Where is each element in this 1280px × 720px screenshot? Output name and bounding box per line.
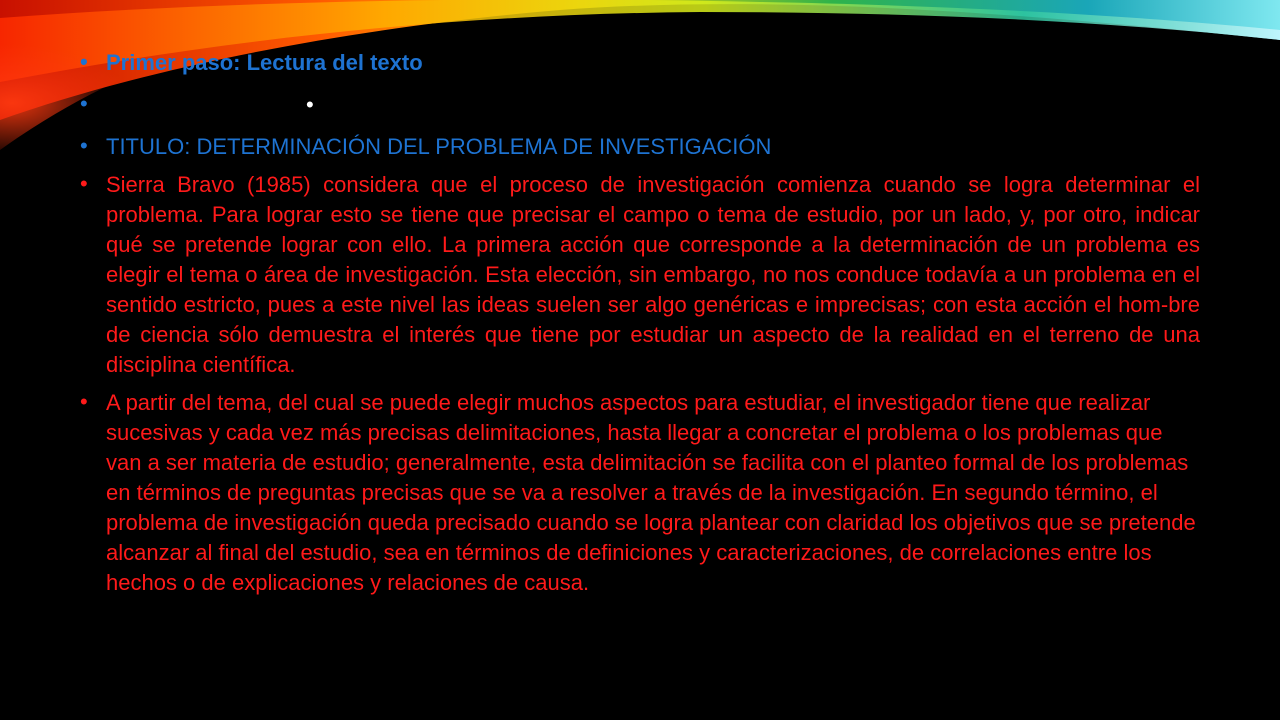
bullet-empty [80, 90, 1200, 120]
title-text: TITULO: DETERMINACIÓN DEL PROBLEMA DE INVESTIGACIÓN [106, 134, 772, 159]
bullet-marker: • [80, 171, 88, 196]
paragraph-2-text: A partir del tema, del cual se puede elegir muchos aspectos para estudiar, el investigador tiene que realizar sucesivas y cada vez más precisas delimitaciones, hasta llegar a concretar el problema o los problemas que van a ser materia de estudio; generalmente, esta delimitación se facilita con el planteo formal de los problemas en términos de preguntas precisas que se va a resolver a través de la investigación. En segundo término, el problema de investigación queda precisado cuando se logra plantear con claridad los objetivos que se pretende alcanzar al final del estudio, sea en términos de definiciones y caracterizaciones, de correlaciones entre los hechos o de explicaciones y relaciones de causa. [106, 390, 1196, 595]
bullet-title [80, 132, 1200, 162]
bullet-paragraph-1 [80, 170, 1200, 380]
heading-text: Primer paso: Lectura del texto [106, 50, 423, 75]
bullet-marker: • [80, 133, 88, 158]
bullet-marker: • [80, 389, 88, 414]
inner-bullet-marker: • [306, 92, 314, 117]
paragraph-1-text: Sierra Bravo (1985) considera que el proceso de investigación comienza cuando se logra determinar el problema. Para lograr esto se tiene que precisar el campo o tema de estudio, por un lado, y, por otro, indicar qué se pretende lograr con ello. La primera acción que corresponde a la determinación de un problema es elegir el tema o área de investigación. Esta elección, sin embargo, no nos conduce todavía a un problema en el sentido estricto, pues a este nivel las ideas suelen ser algo genéricas e imprecisas; con esta acción el hom-bre de ciencia sólo demuestra el interés que tiene por estudiar un aspecto de la realidad en el terreno de una disciplina científica. [106, 172, 1200, 377]
bullet-marker: • [80, 49, 88, 74]
bullet-list [80, 48, 1200, 598]
bullet-marker: • [80, 91, 88, 116]
bullet-paragraph-2 [80, 388, 1200, 598]
bullet-heading [80, 48, 1200, 78]
